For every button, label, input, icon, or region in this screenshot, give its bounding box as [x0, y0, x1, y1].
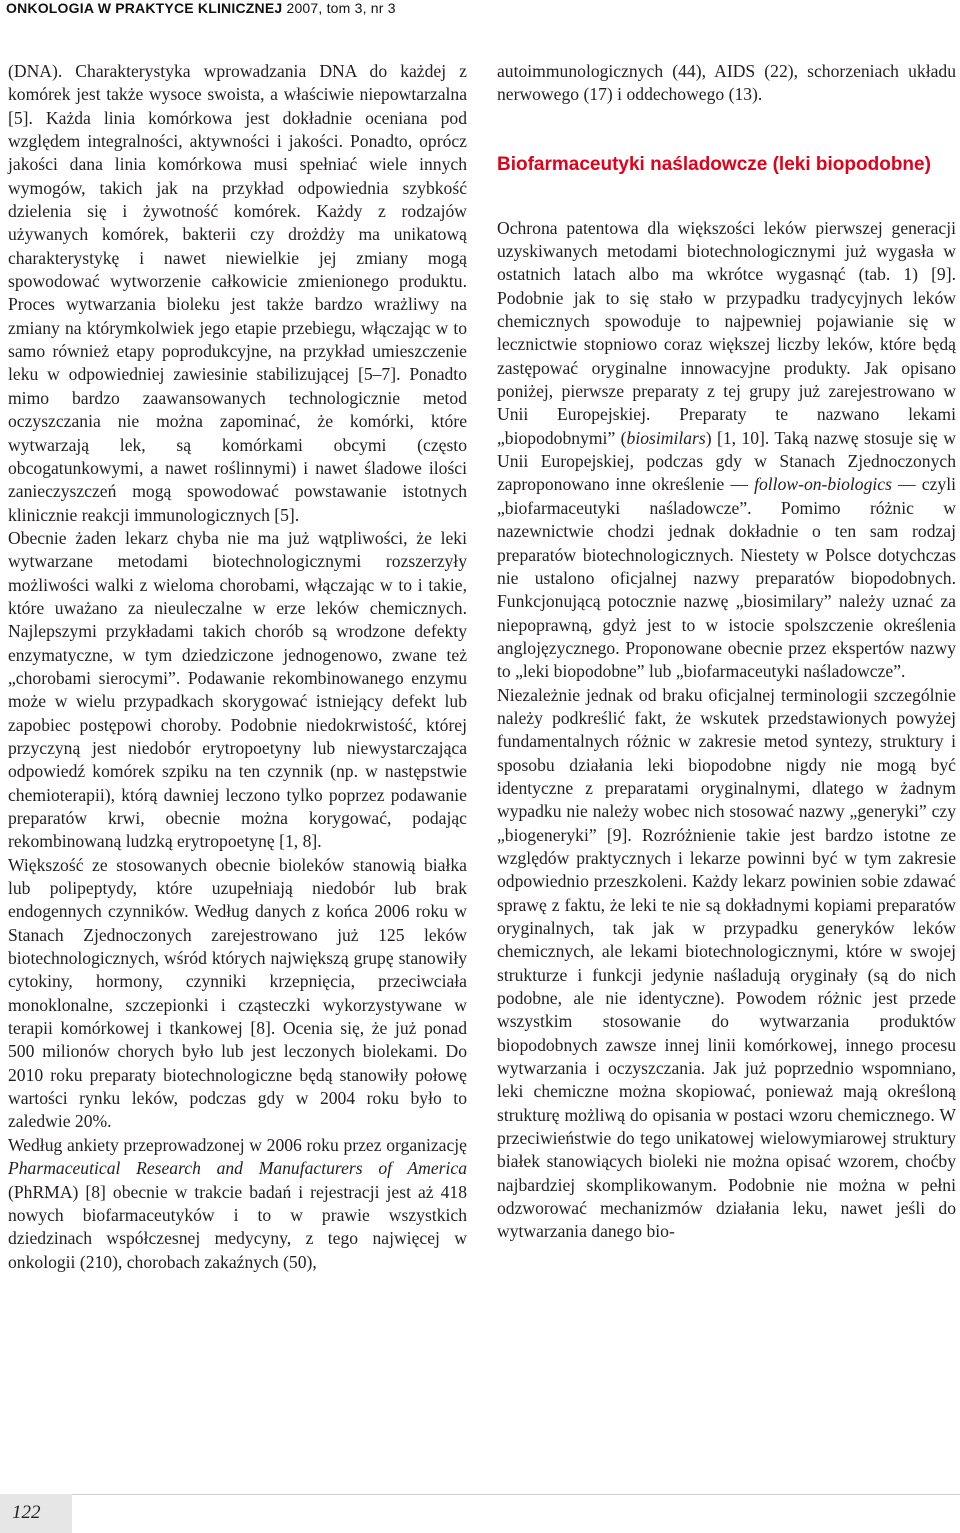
right-paragraph-2: Niezależnie jednak od braku oficjalnej terminologii szczególnie należy podkreślić fakt, że wskutek przedstawionych powyżej fundamentalnych różnic w zakresie metod syntezy, struktury i sposobu działania leki biopodobne nigdy nie mogą być identyczne z preparatami oryginalnymi, dlatego w żadnym wypadku nie należy wobec nich stosować nazwy „generyki” czy „biogeneryki” [9]. Rozróżnienie takie jest bardzo istotne ze względów praktycznych i lekarze powinni być w tym zakresie odpowiednio przeszkoleni. Każdy lekarz powinien sobie zdawać sprawę z faktu, że leki te nie są dokładnymi kopiami preparatów oryginalnych, tak jak w przypadku generyków leków chemicznych, ale lekami biotechnologicznymi, które w swojej strukturze i funkcji jedynie naśladują oryginały (są do nich podobne, ale nie identyczne). Powodem różnic jest przede wszystkim stosowanie do wytwarzania produktów biopodobnych zawsze innej linii komórkowej, innego procesu wytwarzania i oczyszczania. Jak już poprzednio wspomniano, leki chemiczne można skopiować, ponieważ mają określoną strukturę możliwą do opisania w postaci wzoru chemicznego. W przeciwieństwie do tego unikatowej wielowymiarowej struktury białek stanowiących bioleki nie można opisać wzorem, choćby najbardziej skomplikowanym. Podobnie nie można w pełni odzworować mechanizmów działania leku, nawet jeśli do wytwarzania danego bio- — [497, 684, 956, 1242]
running-header — [6, 0, 396, 16]
issue-info: 2007, tom 3, nr 3 — [286, 0, 396, 16]
left-paragraph-1: (DNA). Charakterystyka wprowadzania DNA do każdej z komórek jest także wysoce swoista, a właściwie niepowtarzalna [5]. Każda linia komórkowa jest dokładnie oceniana pod względem integralności, aktywności i jakości. Ponadto, oprócz jakości dana linia komórkowa musi spełniać wiele innych wymogów, takich jak na przykład odpowiednia szybkość dzielenia się i żywotność komórek. Każdy z rodzajów używanych komórek, bakterii czy drożdży ma unikatową charakterystykę i nawet niewielkie jej zmiany mogą spowodować wytworzenie całkowicie zmienionego produktu. Proces wytwarzania bioleku jest także bardzo wrażliwy na zmiany na którymkolwiek jego etapie przebiegu, włączając w to samo również etapy poprodukcyjne, na przykład umieszczenie leku w odpowiedniej zawiesinie stabilizującej [5–7]. Ponadto mimo bardzo zaawansowanych technologicznie metod oczyszczania nie można zapominać, że komórki, które wytwarzają lek, są komórkami obcymi (często obcogatunkowymi, a nawet roślinnymi) i nawet śladowe ilości zanieczyszczeń mogą spowodować powstawanie istotnych klinicznie reakcji immunologicznych [5]. — [8, 61, 467, 525]
section-heading: Biofarmaceutyki naśladowcze (leki biopodobne) — [497, 153, 931, 175]
right-paragraph-1 — [497, 217, 956, 684]
left-p4-text-b: (PhRMA) [8] obecnie w trakcie badań i rejestracji jest aż 418 nowych biofarmaceutyków i to w prawie wszystkich dziedzinach współczesnej medycyny, z tego najwięcej w onkologii (210), chorobach zakaźnych (50), — [8, 1181, 467, 1272]
journal-title: ONKOLOGIA W PRAKTYCE KLINICZNEJ — [6, 0, 283, 16]
left-paragraph-2: Obecnie żaden lekarz chyba nie ma już wątpliwości, że leki wytwarzane metodami biotechnologicznymi rozszerzyły możliwości walki z wieloma chorobami, włączając w to i takie, które uważano za nieuleczalne w erze leków chemicznych. Najlepszymi przykładami takich chorób są wrodzone defekty enzymatyczne, w tym dziedziczone jednogenowo, zwane też „chorobami sierocymi”. Podawanie rekombinowanego enzymu może w wielu przypadkach skorygować istniejący defekt lub zapobiec postępowi choroby. Podobnie niedokrwistość, której przyczyną jest niedobór erytropoetyny lub niewystarczająca odpowiedź komórek szpiku na ten czynnik (np. w następstwie chemioterapii), którą dawniej leczono tylko poprzez podawanie preparatów krwi, obecnie można korygować, podając rekombinowaną ludzką erytropoetynę [1, 8]. — [8, 527, 467, 852]
right-p1-text-a: Ochrona patentowa dla większości leków pierwszej generacji uzyskiwanych metodami biotechnologicznymi już wygasła w ostatnich latach albo ma wkrótce wygasnąć (tab. 1) [9]. Podobnie jak to się stało w przypadku tradycyjnych leków chemicznych spowoduje to najpewniej pojawianie się w lecznictwie stopniowo coraz większej liczby leków, które będą zastępować oryginalne innowacyjne produkty. Jak opisano poniżej, pierwsze preparaty z tej grupy już zarejestrowano w Unii Europejskiej. Preparaty te nazwano lekami „biopodobnymi” ( — [497, 217, 956, 448]
term-biosimilars: biosimilars — [626, 427, 706, 448]
organization-name: Pharmaceutical Research and Manufacturers of America — [8, 1158, 467, 1179]
page-number-box — [0, 1494, 72, 1533]
right-column — [497, 60, 956, 1244]
right-p1-text-b: ) [1, 10]. Taką nazwę stosuje się w Unii Europejskiej, podczas gdy w Stanach Zjednoczonych zaproponowano inne określenie — — [497, 427, 956, 495]
footer-rule — [72, 1494, 960, 1495]
term-follow-on-biologics: follow-on-biologics — [754, 474, 892, 495]
left-column — [8, 60, 467, 1274]
left-p4-text-a: Według ankiety przeprowadzonej w 2006 roku przez organizację — [8, 1134, 467, 1155]
page-number: 122 — [12, 1502, 41, 1523]
left-paragraph-3: Większość ze stosowanych obecnie bioleków stanowią białka lub polipeptydy, które uzupełniają niedobór lub brak endogennych czynników. Według danych z końca 2006 roku w Stanach Zjednoczonych zarejestrowano już 125 leków biotechnologicznych, wśród których największą grupę stanowiły cytokiny, hormony, czynniki krzepnięcia, przeciwciała monoklonalne, szczepionki i cząsteczki wykorzystywane w terapii komórkowej i tkankowej [8]. Ocenia się, że już ponad 500 milionów chorych było lub jest leczonych biolekami. Do 2010 roku preparaty biotechnologiczne będą stanowiły połowę wartości rynku leków, podczas gdy w 2004 roku było to zaledwie 20%. — [8, 854, 467, 1132]
right-intro-paragraph: autoimmunologicznych (44), AIDS (22), schorzeniach układu nerwowego (17) i oddechowego (13). — [497, 61, 956, 105]
left-paragraph-4 — [8, 1134, 467, 1274]
right-p1-text-c: — czyli „biofarmaceutyki naśladowcze”. Pomimo różnic w nazewnictwie chodzi jednak dokładnie o ten sam rodzaj preparatów biotechnologicznych. Niestety w Polsce dotychczas nie ustalono oficjalnej nazwy preparatów biopodobnych. Funkcjonującą potocznie nazwę „biosimilary” należy uznać za niepoprawną, gdyż jest to w istocie spolszczenie określenia anglojęzycznego. Proponowane obecnie przez ekspertów nazwy to „leki biopodobne” lub „biofarmaceutyki naśladowcze”. — [497, 474, 956, 682]
